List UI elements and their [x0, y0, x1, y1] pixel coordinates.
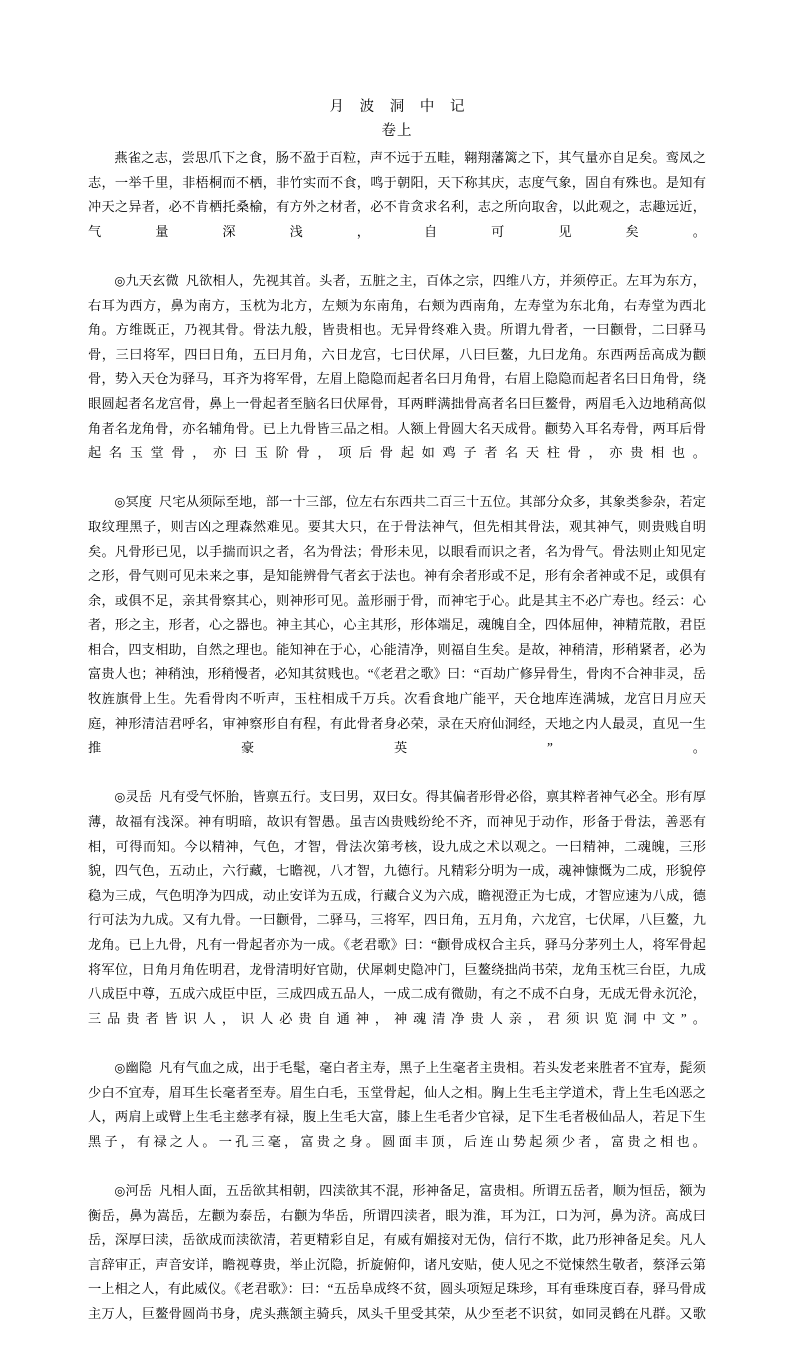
paragraph-youyin [88, 1056, 706, 1179]
section-marker-icon: ◎ [114, 790, 126, 805]
paragraph-jiutian-xuanwei [88, 269, 706, 490]
section-heading: 冥度 [125, 494, 153, 510]
section-heading: 九天玄微 [125, 272, 179, 288]
paragraph-text: 凡相人面，五岳欲其相朝，四渎欲其不混，形神备足，富贵相。所谓五岳者，顺为恒岳，额为衡岳，鼻为嵩岳，左颧为泰岳，右颧为华岳，所谓四渎者，眼为淮，耳为江，口为河，鼻为济。高成曰岳，深厚曰渎，岳欲成而渎欲清，若更精彩自足，有威有媚接对无伪，信行不欺，此乃形神备足矣。凡人言辞审正，声音安详，瞻视尊贵，举止沉隐，折旋俯仰，诸凡安贴，使人见之不觉悚然生敬者，蔡泽云第一上相之人，有此威仪。《老君歌》：曰：“五岳阜成终不贫，圆头项短足珠珍，耳有垂珠度百春，驿马骨成主万人，巨鳌骨圆尚书身，虎头燕颔主骑兵，凤头千里受其荣，从少至老不识贫，如同灵鹤在凡群。又歌 [88, 1182, 706, 1321]
paragraph-mingdu [88, 490, 706, 785]
section-marker-icon: ◎ [114, 495, 126, 510]
section-marker-icon: ◎ [114, 1183, 126, 1198]
section-marker-icon: ◎ [114, 273, 126, 288]
section-marker-icon: ◎ [114, 1060, 126, 1075]
document-subtitle: 卷上 [381, 123, 413, 139]
section-heading: 幽隐 [125, 1059, 153, 1075]
paragraph-heyue [88, 1179, 706, 1351]
document-title: 月 波 洞 中 记 [329, 99, 471, 115]
paragraph-text: 凡欲相人，先视其首。头者，五脏之主，百体之宗，四维八方，并须停正。左耳为东方，右耳为西方，鼻为南方，玉枕为北方，左颊为东南角，右颊为西南角，左寿堂为东北角，右寿堂为西北角。方维既正，乃视其骨。骨法九般，皆贵相也。无异骨终难入贵。所谓九骨者，一曰颧骨，二曰驿马骨，三曰将军，四曰日角，五曰月角，六日龙宫，七曰伏犀，八曰巨鳌，九曰龙角。东西两岳高成为颧骨，势入天仓为驿马，耳齐为将军骨，左眉上隐隐而起者名曰月角骨，右眉上隐隐而起者名曰日角骨，绕眼圆起者名龙宫骨，鼻上一骨起者至脑名曰伏犀骨，耳两畔满拙骨高者名曰巨鳌骨，两眉毛入边地稍高似角者名龙角骨，亦名辅角骨。已上九骨皆三品之相。人额上骨圆大名天成骨。颧势入耳名寿骨，两耳后骨起名玉堂骨，亦曰玉阶骨，项后骨起如鸡子者名天柱骨，亦贵相也。 [88, 272, 706, 461]
paragraph-lingyue [88, 785, 706, 1056]
document-content [88, 95, 706, 1351]
paragraph-text: 尺宅从须际至地，部一十三部，位左右东西共二百三十五位。其部分众多，其象类参杂，若定取纹理黑子，则吉凶之理森然难见。要其大只，在于骨法神气，但先相其骨法，观其神气，则贵贱自明矣。凡骨形已见，以手揣而识之者，名为骨法；骨形未见，以眼看而识之者，名为骨气。骨法则止知见定之形，骨气则可见未来之事，是知能辨骨气者玄于法也。神有余者形或不足，形有余者神或不足，或俱有余，或俱不足，亲其骨察其心，则神形可见。盖形丽于骨，而神宅于心。此是其主不必广寿也。经云：心者，形之主，形者，心之器也。神主其心，心主其形，形体端足，魂魄自全，四体屈伸，神精荒散，君臣相合，四支相助，自然之理也。能知神在于心，心能清净，则福自生矣。是故，神稍清，形稍紧者，必为富贵人也；神稍浊，形稍慢者，必知其贫贱也。“《老君之歌》曰：“百劫广修异骨生，骨肉不合神非灵，岳牧旌旗骨上生。先看骨肉不听声，玉柱相成千万兵。次看食地广能平，天仓地库连满城，龙宫日月应天庭，神形清洁君呼名，审神察形自有程，有此骨者身必荣，录在天府仙洞经，天地之内人最灵，直见一生推豪英”。 [88, 494, 706, 756]
paragraph-text: 燕雀之志，尝思爪下之食，肠不盈于百粒，声不远于五畦，翱翔藩篱之下，其气量亦自足矣。鸾凤之志，一举千里，非梧桐而不栖，非竹实而不食，鸣于朝阳，天下称其庆，志度气象，固自有殊也。是知有冲天之异者，必不肯栖托桑榆，有方外之材者，必不肯贪求名利，志之所向取舍，以此观之，志趣远近，气量深浅，自可见矣。 [88, 150, 706, 239]
section-heading: 河岳 [125, 1182, 153, 1198]
paragraph-text: 凡有气血之成，出于毛髦，毫白者主寿，黑子上生毫者主贵相。若头发老来胜者不宜寿，髭须少白不宜寿，眉耳生长毫者至寿。眉生白毛，玉堂骨起，仙人之相。胸上生毛主学道术，背上生毛凶恶之人，两肩上或臂上生毛主慈孝有禄，腹上生毛大富，膝上生毛者少官禄，足下生毛者极仙品人，若足下生黑子，有禄之人。一孔三毫，富贵之身。圆面丰顶，后连山势起须少者，富贵之相也。 [88, 1059, 706, 1149]
paragraph-text: 凡有受气怀胎，皆禀五行。支曰男，双曰女。得其偏者形骨必俗，禀其粹者神气必全。形有厚薄，故福有浅深。神有明暗，故识有智愚。虽吉凶贵贱纷纶不齐，而神见于动作，形备于骨法，善恶有相，可得而知。今以精神，气色，才智，骨法次第考核，设九成之术以观之。一曰精神，二魂魄，三形貌，四气色，五动止，六行藏，七瞻视，八才智，九德行。凡精彩分明为一成，魂神慷慨为二成，形貌停稳为三成，气色明净为四成，动止安详为五成，行藏合义为六成，瞻视澄正为七成，才智应速为八成，德行可法为九成。又有九骨。一曰颧骨，二驿马，三将军，四日角，五月角，六龙宫，七伏犀，八巨鳌，九龙角。已上九骨，凡有一骨起者亦为一成。《老君歌》曰：“颧骨成权合主兵，驿马分茅列土人，将军骨起将军位，日角月角佐明君，龙骨清明好官勋，伏犀刺史隐冲门，巨鳌绕拙尚书荣，龙角玉枕三台臣，九成八成臣中尊，五成六成臣中臣，三成四成五品人，一成二成有微勋，有之不成不白身，无成无骨永沉沦，三品贵者皆识人，识人必贵自通神，神魂清净贵人亲，君须识览洞中文”。 [88, 789, 706, 1026]
section-heading: 灵岳 [125, 789, 153, 805]
paragraph-preface [88, 146, 706, 269]
